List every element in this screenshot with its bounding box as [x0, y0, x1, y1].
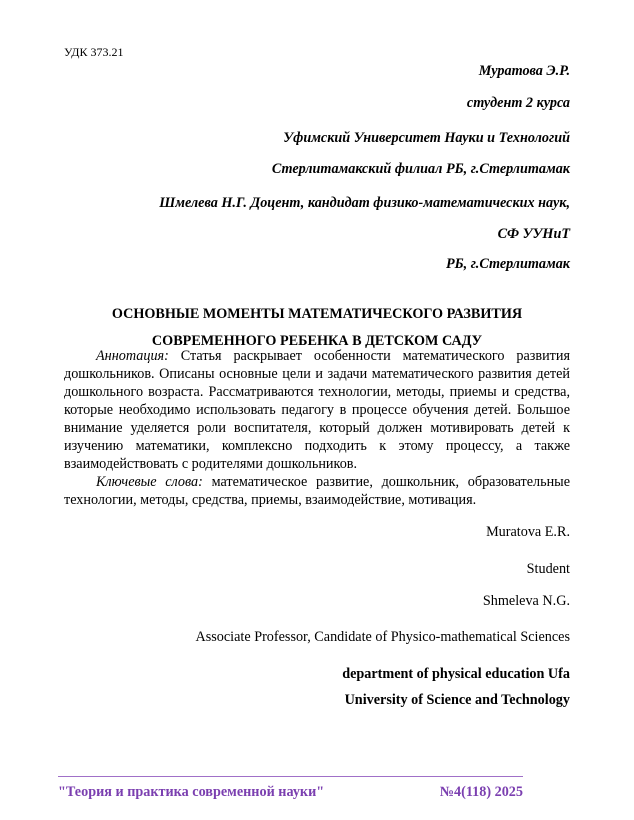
author-2-name: Шмелева Н.Г. Доцент, кандидат физико-математических наук,	[159, 195, 570, 211]
author-1-name-en: Muratova E.R.	[486, 524, 570, 540]
author-2-name-en: Shmeleva N.G.	[482, 593, 570, 609]
author-1-status-en: Student	[526, 561, 570, 577]
abstract-line: внимание уделяется роли воспитателя, который должен мотивировать детей к	[64, 420, 570, 436]
article-title-line-1: ОСНОВНЫЕ МОМЕНТЫ МАТЕМАТИЧЕСКОГО РАЗВИТИЯ	[111, 306, 523, 322]
author-2-affiliation: СФ УУНиТ	[497, 226, 570, 242]
author-1-branch: Стерлитамакский филиал РБ, г.Стерлитамак	[271, 161, 570, 177]
department-en: department of physical education Ufa	[342, 666, 570, 682]
abstract-line: которые необходимо использовать педагогу в процессе обучения детей. Большое	[64, 402, 570, 418]
abstract-label: Аннотация:	[96, 348, 169, 364]
footer-divider	[58, 776, 523, 777]
author-1-university: Уфимский Университет Науки и Технологий	[283, 130, 570, 146]
journal-issue: №4(118) 2025	[439, 784, 523, 800]
abstract-line: дошкольников. Описаны основные цели и задачи математического развития детей	[64, 366, 570, 382]
abstract-line: изучению математики, комплексно подходить к этому процессу, а также	[64, 438, 570, 454]
keywords-text: математическое развитие, дошкольник, образовательные	[202, 474, 570, 490]
abstract-line: дошкольного возраста. Рассматриваются технологии, методы, приемы и средства,	[64, 384, 570, 400]
author-1-status: студент 2 курса	[466, 95, 570, 111]
abstract-line: взаимодействовать с родителями дошкольников.	[64, 456, 358, 472]
article-title-line-2: СОВРЕМЕННОГО РЕБЕНКА В ДЕТСКОМ САДУ	[151, 333, 483, 349]
keywords-line: технологии, методы, средства, приемы, взаимодействие, мотивация.	[64, 492, 477, 508]
journal-name: "Теория и практика современной науки"	[58, 784, 325, 800]
udk-code: УДК 373.21	[64, 45, 124, 59]
keywords-label: Ключевые слова:	[96, 474, 203, 490]
author-2-location: РБ, г.Стерлитамак	[445, 256, 570, 272]
author-1-name: Муратова Э.Р.	[478, 63, 570, 79]
university-en: University of Science and Technology	[344, 692, 570, 708]
abstract-line	[64, 347, 570, 365]
abstract	[64, 347, 570, 509]
author-2-position-en: Associate Professor, Candidate of Physico-mathematical Sciences	[195, 629, 570, 645]
keywords-line	[64, 473, 570, 491]
abstract-text: Статья раскрывает особенности математического развития	[168, 348, 570, 364]
